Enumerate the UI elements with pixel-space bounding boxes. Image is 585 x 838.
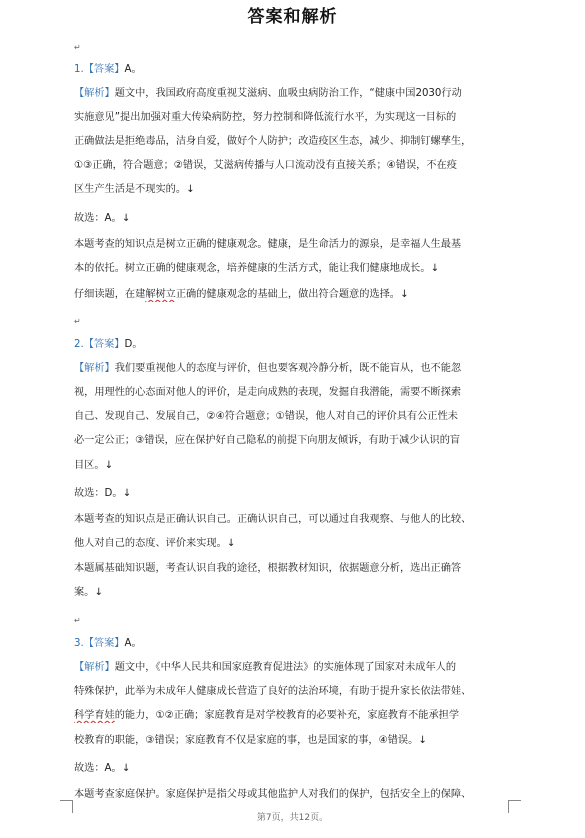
q3-answer-tag: 【答案】 — [83, 638, 125, 649]
q1-analysis-line-2: 实施意见”提出加强对重大传染病防控，努力控制和降低流行水平，为实现这一目标的 — [74, 112, 457, 123]
page-title: 答案和解析 — [247, 7, 338, 27]
q2-knowledge-line-2: 他人对自己的态度、评价来实现。↓ — [74, 538, 236, 549]
q1-knowledge-line-3: 仔细读题，在建解树立正确的健康观念的基础上，做出符合题意的选择。↓ — [74, 289, 409, 300]
q1-answer-line: 1.【答案】A。 — [74, 64, 142, 75]
q3-analysis-line-3: 科学育娃的能力，①②正确；家庭教育是对学校教育的必要补充，家庭教育不能承担学 — [74, 710, 460, 721]
q2-number: 2. — [74, 339, 84, 350]
q1-knowledge-line-1: 本题考查的知识点是树立正确的健康观念。健康，是生命活力的源泉，是幸福人生最基 — [74, 239, 462, 250]
paragraph-mark: ↵ — [74, 43, 81, 52]
q2-analysis-line-1: 【解析】我们要重视他人的态度与评价，但也要客观冷静分析，既不能盲从，也不能忽 — [74, 363, 462, 374]
q1-answer-value: A — [124, 64, 132, 75]
paragraph-mark: ↵ — [74, 317, 81, 326]
q2-analysis-line-5: 目区。↓ — [74, 460, 114, 471]
q2-knowledge-line-4: 案。↓ — [74, 587, 103, 598]
q2-answer-line: 2.【答案】D。 — [74, 339, 143, 350]
q1-answer-tag: 【答案】 — [83, 64, 125, 75]
q1-number: 1. — [74, 64, 84, 75]
q2-knowledge-line-1: 本题考查的知识点是正确认识自己。正确认识自己，可以通过自我观察、与他人的比较、 — [74, 514, 472, 525]
q2-knowledge-line-3: 本题属基础知识题，考查认识自我的途径，根据教材知识，依据题意分析，选出正确答 — [74, 563, 462, 574]
q3-knowledge-line-1: 本题考查家庭保护。家庭保护是指父母或其他监护人对我们的保护，包括安全上的保障、 — [74, 789, 472, 800]
q1-analysis-line-1: 【解析】题文中，我国政府高度重视艾滋病、血吸虫病防治工作，“健康中国2030行动 — [74, 88, 462, 99]
q3-number: 3. — [74, 638, 84, 649]
q3-answer-line: 3.【答案】A。 — [74, 638, 142, 649]
q2-analysis-line-4: 必一定公正；③错误，应在保护好自己隐私的前提下向朋友倾诉，有助于减少认识的盲 — [74, 435, 461, 446]
q1-knowledge-line-2: 本的依托。树立正确的健康观念，培养健康的生活方式，能让我们健康地成长。↓ — [74, 263, 440, 274]
paragraph-mark: ↵ — [74, 616, 81, 625]
q2-answer-value: D — [124, 339, 133, 350]
q1-analysis-line-5: 区生产生活是不现实的。↓ — [74, 184, 195, 195]
q1-analysis-line-4: ①③正确，符合题意；②错误，艾滋病传播与人口流动没有直接关系；④错误，不在疫 — [74, 160, 457, 171]
q3-analysis-line-2: 特殊保护，此举为未成年人健康成长营造了良好的法治环境，有助于提升家长依法带娃、 — [74, 686, 472, 697]
q3-answer-value: A — [124, 638, 132, 649]
q2-answer-tag: 【答案】 — [83, 339, 125, 350]
q2-analysis-line-3: 自己、发现自己、发展自己，②④符合题意；①错误，他人对自己的评价具有公正性未 — [74, 411, 458, 422]
q1-choose: 故选：A。↓ — [74, 213, 131, 224]
q3-analysis-line-1: 【解析】题文中，《中华人民共和国家庭教育促进法》的实施体现了国家对未成年人的 — [74, 662, 457, 673]
page-footer: 第7页，共12页。 — [256, 813, 329, 823]
q1-analysis-line-3: 正确做法是拒绝毒品，洁身自爱，做好个人防护；改造疫区生态，减少、抑制钉螺孳生， — [74, 136, 472, 147]
q3-choose: 故选：A。↓ — [74, 763, 131, 774]
q2-analysis-line-2: 视，用理性的心态面对他人的评价，是走向成熟的表现，发掘自我潜能，需要不断探索 — [74, 387, 462, 398]
q3-analysis-line-4: 校教育的职能，③错误；家庭教育不仅是家庭的事，也是国家的事，④错误。↓ — [74, 735, 427, 746]
q2-choose: 故选：D。↓ — [74, 488, 132, 499]
